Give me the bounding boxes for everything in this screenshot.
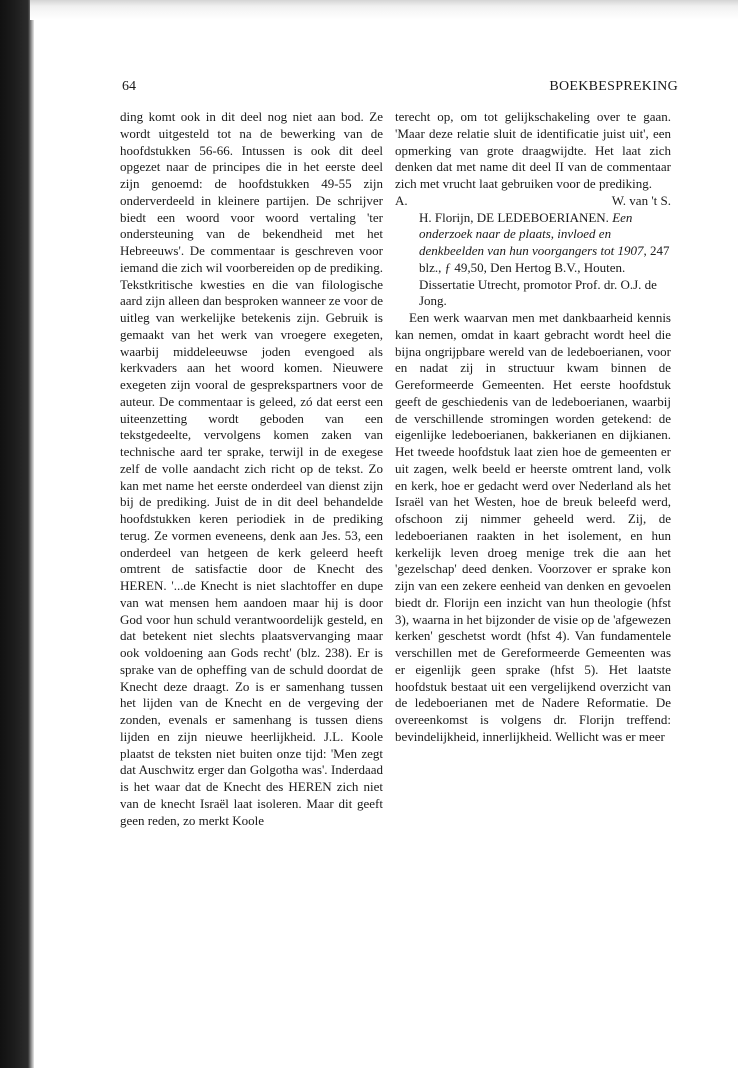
reviewer-signature: [395, 193, 671, 210]
book-author-title: H. Florijn, DE LEDEBOERIANEN.: [419, 209, 609, 225]
signature-initial: A.: [395, 192, 408, 208]
book-subtitle: Een onderzoek naar de plaats, invloed en denkbeelden van hun voorgangers tot 1907: [419, 209, 644, 258]
book-details: , 247 blz., ƒ 49,50, Den Hertog B.V., Houten. Dissertatie Utrecht, promotor Prof. dr. O.J. de Jong.: [419, 243, 670, 309]
right-column: [395, 109, 671, 746]
book-reference: [395, 210, 671, 311]
review-body: Een werk waarvan men met dankbaarheid kennis kan nemen, omdat in kaart gebracht wordt heel die bijna ongrijpbare wereld van de ledeboerianen, voor en nadat zij in structuur kwam binnen de Gereformeerde Gemeenten. Het eerste hoofdstuk geeft de geschiedenis van de ledeboerianen, waarbij de verschillende stromingen worden getekend: de eigenlijke ledeboerianen, bakkerianen en dijkianen. Het tweede hoofdstuk laat zien hoe de gemeenten er uit zagen, welk beeld er heerste omtrent land, volk en kerk, hoe er gedacht werd over Nederland als het Israël van het Westen, hoe de breuk beleefd werd, ofschoon zij nimmer geheeld werd. Zij, de ledeboerianen raakten in het isolement, en hun kerkelijk leven droeg menige trek die aan het 'gezelschap' deed denken. Voorzover er sprake kon zijn van een zekere eenheid van denken en gevoelen biedt dr. Florijn een inzicht van hun theologie (hfst 3), waarna in het bijzonder de visie op de 'afgewezen kerken' geschetst wordt (hfst 4). Van fundamentele verschillen met de Gereformeerde Gemeenten was er eigenlijk geen sprake (hfst 5). Het laatste hoofdstuk bestaat uit een vergelijkend overzicht van de ledeboerianen met de Nadere Reformatie. De overeenkomst is volgens dr. Florijn treffend: bevindelijkheid, innerlijkheid. Wellicht was er meer: [395, 310, 671, 744]
scan-border-left: [0, 0, 34, 1068]
document-page: [34, 0, 738, 1068]
left-column: [120, 109, 383, 829]
signature-name: W. van 't S.: [611, 192, 671, 208]
page-number: 64: [122, 79, 136, 94]
left-column-paragraph: ding komt ook in dit deel nog niet aan bod. Ze wordt uitgesteld tot na de bewerking van de hoofdstukken 56-66. Intussen is ook dit deel opgezet naar de principes die in het eerste deel zijn genoemd: de hoofdstukken 49-55 zijn onderverdeeld in kleinere partijen. De schrijver biedt een woord voor woord vertaling 'ter ondersteuning van de bekendheid met het Hebreeuws'. De commentaar is geschreven voor iemand die zich wil voorbereiden op de prediking. Tekstkritische kwesties en die van filologische aard zijn alleen dan besproken wanneer ze voor de uitleg van werkelijke betekenis zijn. Gebruik is gemaakt van het werk van vroegere exegeten, waarbij middeleeuwse joden evengoed als kerkvaders aan het woord komen. Nieuwere exegeten zijn vooral de gesprekspartners voor de auteur. De commentaar is geleed, zó dat eerst een uiteenzetting wordt geboden van een tekstgedeelte, vervolgens komen zaken van technische aard ter sprake, terwijl in de exegese zelf de volle aandacht zich richt op de tekst. Zo kan met name het eerste onderdeel van dienst zijn bij de prediking. Juist de in dit deel behandelde hoofdstukken keren periodiek in de prediking terug. Ze vormen eveneens, denk aan Jes. 53, een onderdeel van hetgeen de kerk geleerd heeft omtrent de satisfactie door de Knecht des HEREN. '...de Knecht is niet slachtoffer en dupe van wat mensen hem aandoen maar hij is door God voor hun schuld verantwoordelijk gesteld, en dat betekent niet slechts plaatsvervanging maar ook voldoening aan Gods recht' (blz. 238). Er is sprake van de opheffing van de schuld doordat de Knecht deze draagt. Zo is er samenhang tussen het lijden van de Knecht en de vergeving der zonden, evenals er samenhang is tussen diens lijden en zijn nieuwe heerlijkheid. J.L. Koole plaatst de teksten niet buiten onze tijd: 'Men zegt dat Auschwitz erger dan Golgotha was'. Inderdaad is het waar dat de Knecht des HEREN zich niet van de knecht Israël laat isoleren. Maar dit geeft geen reden, zo merkt Koole: [120, 109, 383, 828]
running-head: BOEKBESPREKING: [549, 79, 678, 94]
previous-review-continuation: terecht op, om tot gelijkschakeling over te gaan. 'Maar deze relatie sluit de identificatie juist uit', een opmerking van grote draagwijdte. Het laat zich denken dat met name dit deel II van de commentaar zich met vrucht laat gebruiken voor de prediking.: [395, 109, 671, 191]
